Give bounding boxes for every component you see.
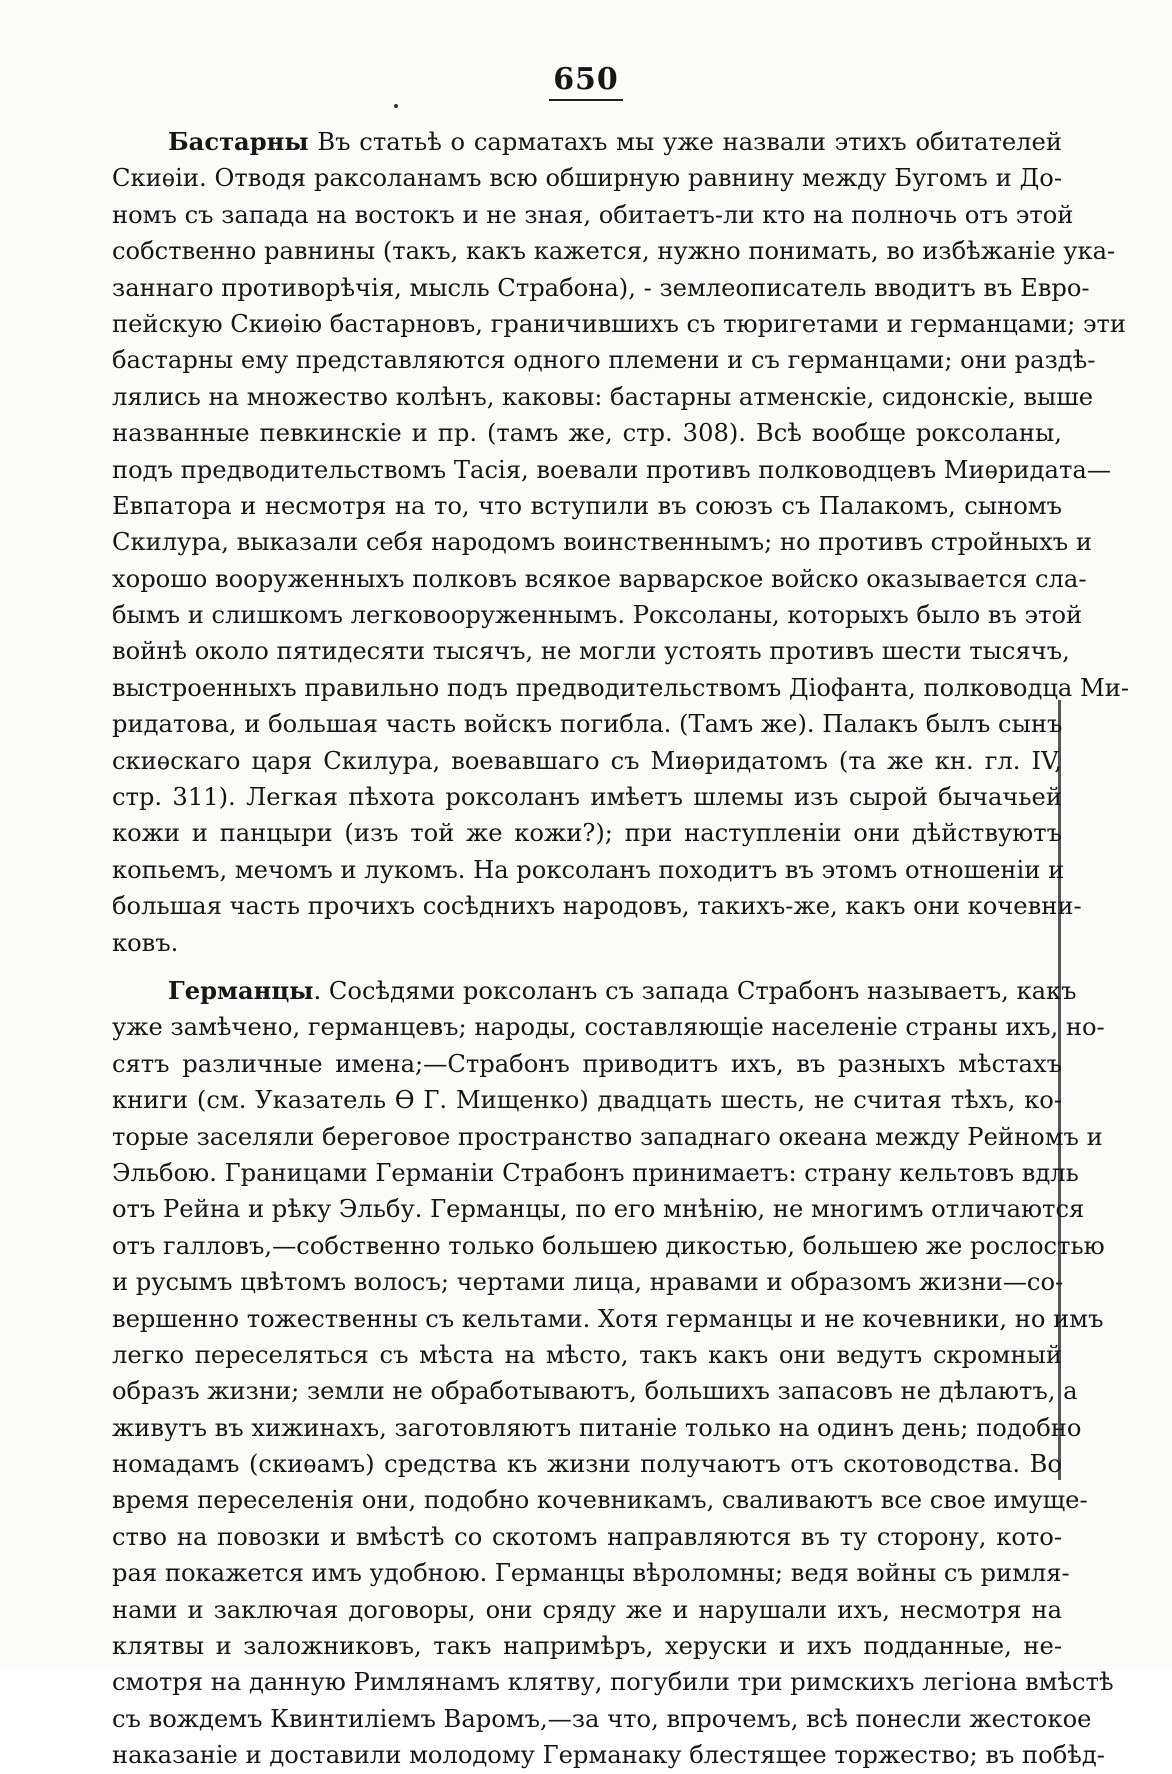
line-text: ство на повозки и вмѣстѣ со скотомъ направляются въ ту сторону, кото-	[112, 1522, 1062, 1551]
line-text: пейскую Скиѳію бастарновъ, граничившихъ съ тюригетами и германцами; эти	[112, 309, 1127, 338]
text-line	[112, 415, 1062, 451]
text-line	[112, 1337, 1062, 1373]
line-text: войнѣ около пятидесяти тысячъ, не могли устоять противъ шести тысячъ,	[112, 637, 1070, 666]
text-line	[112, 1482, 1088, 1518]
line-text: рая покажется имъ удобною. Германцы вѣроломны; ведя войны съ римля-	[112, 1559, 1070, 1588]
paragraph-germantsy	[112, 973, 1114, 1774]
line-text: собственно равнины (такъ, какъ кажется, нужно понимать, во избѣжаніе ука-	[112, 237, 1116, 266]
text-line	[112, 1737, 1105, 1773]
text-line	[112, 306, 1127, 342]
line-text: и русымъ цвѣтомъ волосъ; чертами лица, нравами и образомъ жизни—со-	[112, 1268, 1064, 1297]
text-line	[112, 1301, 1104, 1337]
line-text: Эльбою. Границами Германіи Страбонъ принимаетъ: страну кельтовъ вдль	[112, 1158, 1079, 1187]
text-line	[112, 706, 1062, 742]
print-speck	[394, 104, 398, 108]
text-line	[112, 815, 1062, 851]
line-text: подъ предводительствомъ Тасія, воевали противъ полководцевъ Миѳридата—	[112, 455, 1111, 484]
line-text: заннаго противорѣчія, мысль Страбона), - землеописатель вводитъ въ Евро-	[112, 273, 1090, 302]
text-line	[112, 1701, 1092, 1737]
line-text: Скилура, выказали себя народомъ воинственнымъ; но противъ стройныхъ и	[112, 528, 1092, 557]
text-line	[112, 1519, 1062, 1555]
line-text: торые заселяли береговое пространство западнаго океана между Рейномъ и	[112, 1122, 1103, 1151]
text-line	[112, 852, 1065, 888]
text-line	[112, 488, 1062, 524]
text-line	[112, 1119, 1103, 1155]
text-line	[112, 160, 1062, 196]
text-line	[112, 124, 1062, 160]
line-text: сятъ различные имена;—Страбонъ приводитъ ихъ, въ разныхъ мѣстахъ	[112, 1049, 1062, 1078]
text-line	[112, 1555, 1070, 1591]
paragraph-bastarny	[112, 124, 1130, 961]
line-text: книги (см. Указатель Ѳ Г. Мищенко) двадцать шесть, не считая тѣхъ, ко-	[112, 1086, 1062, 1115]
line-text: названные певкинскіе и пр. (тамъ же, стр. 308). Всѣ вообще роксоланы,	[112, 419, 1062, 448]
text-line	[112, 1155, 1079, 1191]
line-text: номадамъ (скиѳамъ) средства къ жизни получаютъ отъ скотоводства. Во	[112, 1450, 1062, 1479]
line-text: уже замѣчено, германцевъ; народы, составляющіе населеніе страны ихъ, но-	[112, 1013, 1105, 1042]
text-line	[112, 888, 1082, 924]
text-line	[112, 1046, 1062, 1082]
text-line	[112, 973, 1077, 1009]
line-text: большая часть прочихъ сосѣднихъ народовъ, такихъ-же, какъ они кочевни-	[112, 892, 1082, 921]
line-text: смотря на данную Римлянамъ клятву, погубили три римскихъ легіона вмѣстѣ	[112, 1668, 1114, 1697]
text-line	[112, 524, 1092, 560]
text-line	[112, 197, 1074, 233]
line-text: образъ жизни; земли не обработываютъ, большихъ запасовъ не дѣлаютъ, а	[112, 1377, 1078, 1406]
page-number: 650	[0, 62, 1172, 97]
text-line	[112, 779, 1062, 815]
line-text: съ вождемъ Квинтиліемъ Варомъ,—за что, впрочемъ, всѣ понесли жестокое	[112, 1704, 1092, 1733]
text-line	[112, 670, 1130, 706]
text-line	[112, 1373, 1078, 1409]
text-line	[112, 1410, 1082, 1446]
text-line	[112, 597, 1083, 633]
line-text: кожи и панцыри (изъ той же кожи?); при наступленіи они дѣйствуютъ	[112, 819, 1062, 848]
line-text: стр. 311). Легкая пѣхота роксоланъ имѣетъ шлемы изъ сырой бычачьей	[112, 783, 1062, 812]
text-line	[112, 1446, 1062, 1482]
text-line	[112, 1009, 1105, 1045]
line-text: клятвы и заложниковъ, такъ напримѣръ, херуски и ихъ подданные, не-	[112, 1632, 1062, 1661]
line-text: номъ съ запада на востокъ и не зная, обитаетъ-ли кто на полночь отъ этой	[112, 200, 1074, 229]
line-text: бастарны ему представляются одного племени и съ германцами; они раздѣ-	[112, 346, 1096, 375]
line-text: Скиѳіи. Отводя раксоланамъ всю обширную равнину между Бугомъ и До-	[112, 164, 1062, 193]
text-line	[112, 925, 1062, 961]
text-line	[112, 633, 1070, 669]
line-text: отъ галловъ,—собственно только большею дикостью, большею же рослостью	[112, 1231, 1105, 1260]
line-text: вершенно тожественны съ кельтами. Хотя германцы и не кочевники, но имъ	[112, 1304, 1104, 1333]
text-line	[112, 1082, 1062, 1118]
line-text: ковъ.	[112, 928, 179, 957]
section-heading: Германцы	[168, 976, 314, 1005]
text-line	[112, 233, 1116, 269]
text-line	[112, 1592, 1062, 1628]
text-line	[112, 743, 1062, 779]
line-text: копьемъ, мечомъ и лукомъ. На роксоланъ походитъ въ этомъ отношеніи и	[112, 855, 1065, 884]
text-line	[112, 1264, 1062, 1300]
text-line	[112, 1628, 1062, 1664]
text-line	[112, 270, 1090, 306]
line-text: нами и заключая договоры, они сряду же и нарушали ихъ, несмотря на	[112, 1595, 1062, 1624]
text-line	[112, 342, 1096, 378]
line-text: наказаніе и доставили молодому Германаку блестящее торжество; въ побѣд-	[112, 1741, 1105, 1770]
line-text: отъ Рейна и рѣку Эльбу. Германцы, по его мнѣнію, не многимъ отличаются	[112, 1195, 1085, 1224]
text-line	[112, 561, 1087, 597]
line-text: легко переселяться съ мѣста на мѣсто, такъ какъ они ведутъ скромный	[112, 1340, 1062, 1369]
line-text: хорошо вооруженныхъ полковъ всякое варварское войско оказывается сла-	[112, 564, 1087, 593]
line-text: . Сосѣдями роксоланъ съ запада Страбонъ называетъ, какъ	[313, 977, 1077, 1005]
line-text: Евпатора и несмотря на то, что вступили въ союзъ съ Палакомъ, сыномъ	[112, 491, 1062, 520]
section-heading: Бастарны	[168, 127, 309, 156]
text-line	[112, 1228, 1105, 1264]
text-line	[112, 452, 1111, 488]
line-text: выстроенныхъ правильно подъ предводительствомъ Діофанта, полководца Ми-	[112, 673, 1130, 702]
text-line	[112, 379, 1094, 415]
text-line	[112, 1191, 1085, 1227]
line-text: скиѳскаго царя Скилура, воевавшаго съ Миѳридатомъ (та же кн. гл. IV,	[112, 746, 1062, 775]
line-text: Въ статьѣ о сарматахъ мы уже назвали этихъ обитателей	[308, 128, 1062, 156]
line-text: бымъ и слишкомъ легковооруженнымъ. Роксоланы, которыхъ было въ этой	[112, 601, 1083, 630]
line-text: ридатова, и большая часть войскъ погибла. (Тамъ же). Палакъ былъ сынъ	[112, 710, 1063, 739]
line-text: живутъ въ хижинахъ, заготовляютъ питаніе только на одинъ день; подобно	[112, 1413, 1082, 1442]
line-text: лялись на множество колѣнъ, каковы: бастарны атменскіе, сидонскіе, выше	[112, 382, 1094, 411]
line-text: время переселенія они, подобно кочевникамъ, сваливаютъ все свое имуще-	[112, 1486, 1088, 1515]
